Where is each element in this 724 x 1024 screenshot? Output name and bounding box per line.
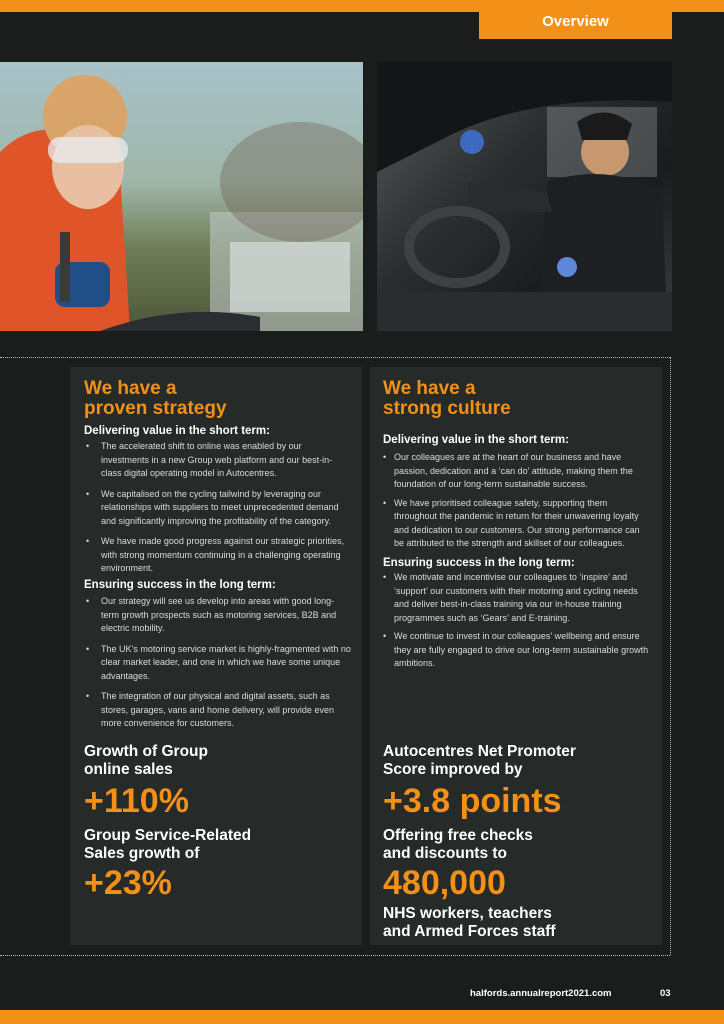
stat-label-line: NHS workers, teachers bbox=[383, 905, 552, 922]
culture-short-term-title: Delivering value in the short term: bbox=[383, 434, 569, 446]
mechanic-illustration bbox=[377, 62, 672, 331]
stat-label-line: Growth of Group bbox=[84, 743, 208, 760]
page-number: 03 bbox=[660, 988, 671, 999]
strategy-long-term-list bbox=[84, 595, 352, 738]
list-item: • We continue to invest in our colleagues’ wellbeing and ensure they are fully engaged to drive our long-term sustainable growth ambitions. bbox=[383, 630, 651, 671]
stat-service-sales-value: +23% bbox=[84, 864, 172, 902]
bottom-accent-bar bbox=[0, 1010, 724, 1024]
culture-heading bbox=[383, 379, 511, 419]
footer-website-link[interactable]: halfords.annualreport2021.com bbox=[470, 988, 612, 999]
stat-free-checks-label bbox=[383, 827, 533, 863]
culture-short-term-list bbox=[383, 451, 651, 556]
list-item: • We have made good progress against our strategic priorities, with strong momentum continuing in a challenging operating environment. bbox=[84, 535, 352, 576]
strategy-short-term-title: Delivering value in the short term: bbox=[84, 425, 270, 437]
technician-illustration bbox=[0, 62, 363, 331]
stat-recipients-label bbox=[383, 905, 556, 941]
stat-label-line: Autocentres Net Promoter bbox=[383, 743, 576, 760]
list-item: • We motivate and incentivise our colleagues to ‘inspire’ and ‘support’ our customers with their motoring and cycling needs and deliver best-in-class training via our in-house training programmes such as ‘Gears’ and E-training. bbox=[383, 571, 651, 625]
strategy-panel bbox=[70, 367, 362, 945]
list-item: • Our colleagues are at the heart of our business and have passion, dedication and a ‘can do’ attitude, making them the foundation of our long-term sustainable success. bbox=[383, 451, 651, 492]
strategy-heading bbox=[84, 379, 227, 419]
strategy-long-term-title: Ensuring success in the long term: bbox=[84, 579, 276, 591]
stat-nps-value: +3.8 points bbox=[383, 782, 562, 820]
list-item: • The accelerated shift to online was enabled by our investments in a new Group web platform and our best-in-class digital operating model in Autocentres. bbox=[84, 440, 352, 481]
stat-label-line: Sales growth of bbox=[84, 845, 200, 862]
strategy-heading-line1: We have a bbox=[84, 378, 177, 399]
stat-nps-label bbox=[383, 743, 576, 779]
stat-label-line: and Armed Forces staff bbox=[383, 923, 556, 940]
culture-heading-line1: We have a bbox=[383, 378, 476, 399]
stat-label-line: Offering free checks bbox=[383, 827, 533, 844]
stat-label-line: online sales bbox=[84, 761, 173, 778]
section-divider-right bbox=[670, 357, 671, 955]
culture-heading-line2: strong culture bbox=[383, 398, 511, 419]
photo-technician-with-goggles bbox=[0, 62, 363, 331]
stat-online-sales-label bbox=[84, 743, 208, 779]
list-item: • The UK’s motoring service market is highly-fragmented with no clear market leader, and one in which we have some unique advantages. bbox=[84, 643, 352, 684]
strategy-heading-line2: proven strategy bbox=[84, 398, 227, 419]
stat-service-sales-label bbox=[84, 827, 251, 863]
photo-mechanic-in-car bbox=[377, 62, 672, 331]
culture-long-term-list bbox=[383, 571, 651, 676]
section-tab-overview[interactable]: Overview bbox=[479, 0, 672, 39]
stat-online-sales-value: +110% bbox=[84, 782, 189, 820]
stat-label-line: and discounts to bbox=[383, 845, 507, 862]
list-item: • We capitalised on the cycling tailwind by leveraging our relationships with suppliers to meet unprecedented demand and significantly improving the profitability of the category. bbox=[84, 488, 352, 529]
stat-free-checks-value: 480,000 bbox=[383, 864, 506, 902]
list-item: • We have prioritised colleague safety, supporting them throughout the pandemic in return for their unwavering loyalty and dedication to our customers. Our strong performance can be attributed to the strength and skillset of our colleagues. bbox=[383, 497, 651, 551]
culture-long-term-title: Ensuring success in the long term: bbox=[383, 557, 575, 569]
culture-panel bbox=[370, 367, 662, 945]
list-item: • Our strategy will see us develop into areas with good long-term growth prospects such as motoring services, B2B and electric mobility. bbox=[84, 595, 352, 636]
stat-label-line: Group Service-Related bbox=[84, 827, 252, 844]
strategy-short-term-list bbox=[84, 440, 352, 583]
section-divider-top bbox=[0, 357, 670, 358]
stat-label-line: Score improved by bbox=[383, 761, 523, 778]
section-divider-bottom bbox=[0, 955, 670, 956]
list-item: • The integration of our physical and digital assets, such as stores, garages, vans and home delivery, will provide even more convenience for customers. bbox=[84, 690, 352, 731]
